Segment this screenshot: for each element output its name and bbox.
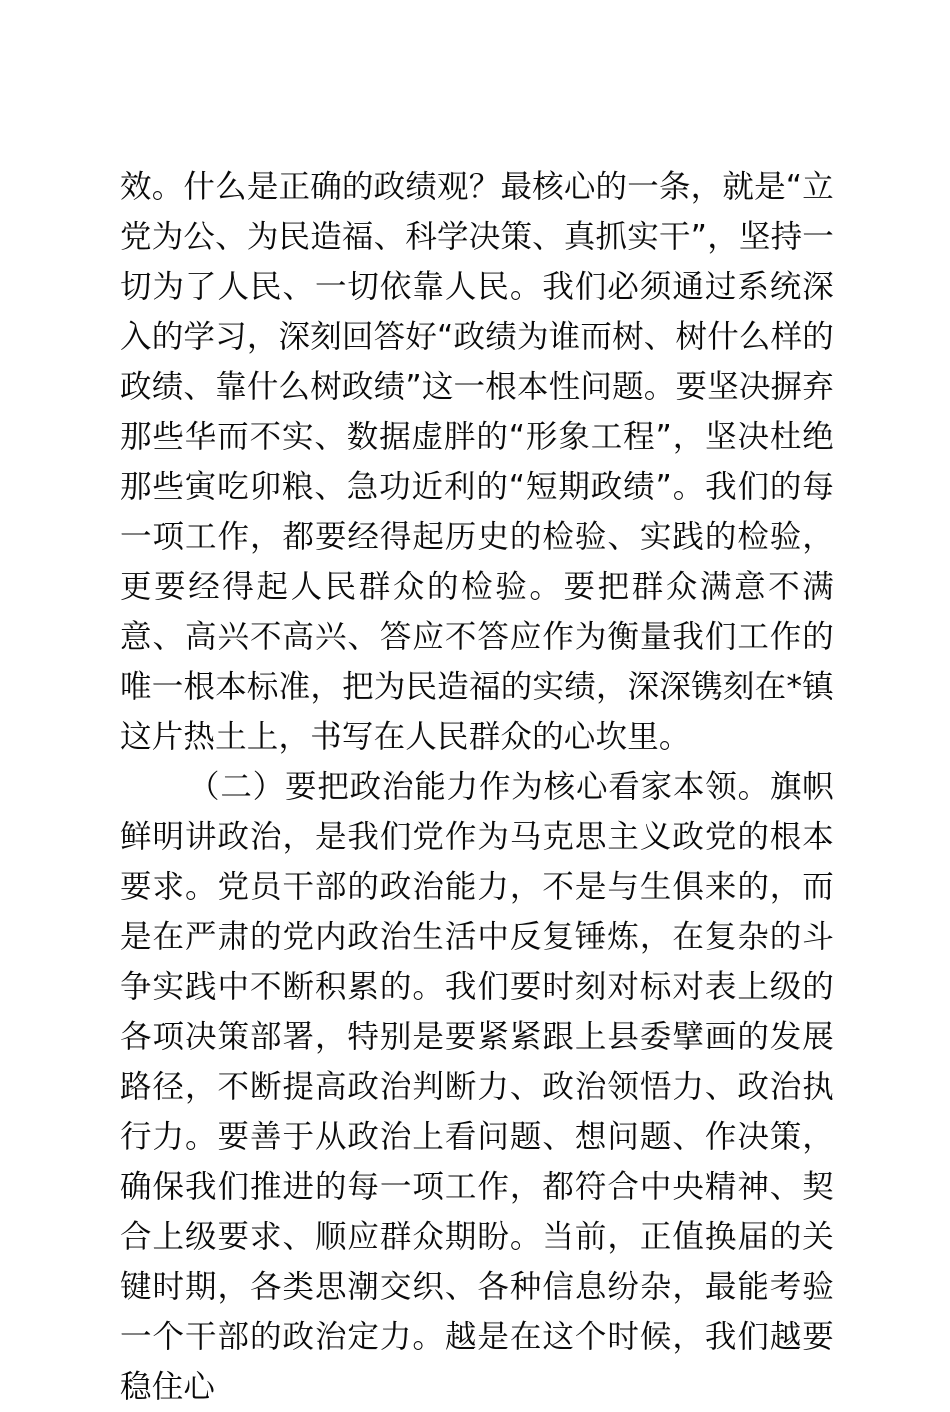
document-text-body xyxy=(120,162,834,1412)
paragraph-performance-view: 效。什么是正确的政绩观？最核心的一条，就是“立党为公、为民造福、科学决策、真抓实干”，坚持一切为了人民、一切依靠人民。我们必须通过系统深入的学习，深刻回答好“政绩为谁而树、树什么样的政绩、靠什么树政绩”这一根本性问题。要坚决摒弃那些华而不实、数据虚胖的“形象工程”，坚决杜绝那些寅吃卯粮、急功近利的“短期政绩”。我们的每一项工作，都要经得起历史的检验、实践的检验，更要经得起人民群众的检验。要把群众满意不满意、高兴不高兴、答应不答应作为衡量我们工作的唯一根本标准，把为民造福的实绩，深深镌刻在*镇这片热土上，书写在人民群众的心坎里。 xyxy=(120,169,834,755)
paragraph-political-ability: （二）要把政治能力作为核心看家本领。旗帜鲜明讲政治，是我们党作为马克思主义政党的根本要求。党员干部的政治能力，不是与生俱来的，而是在严肃的党内政治生活中反复锤炼，在复杂的斗争实践中不断积累的。我们要时刻对标对表上级的各项决策部署，特别是要紧紧跟上县委擘画的发展路径，不断提高政治判断力、政治领悟力、政治执行力。要善于从政治上看问题、想问题、作决策，确保我们推进的每一项工作，都符合中央精神、契合上级要求、顺应群众期盼。当前，正值换届的关键时期，各类思潮交织、各种信息纷杂，最能考验一个干部的政治定力。越是在这个时候，我们越要稳住心 xyxy=(120,769,834,1405)
